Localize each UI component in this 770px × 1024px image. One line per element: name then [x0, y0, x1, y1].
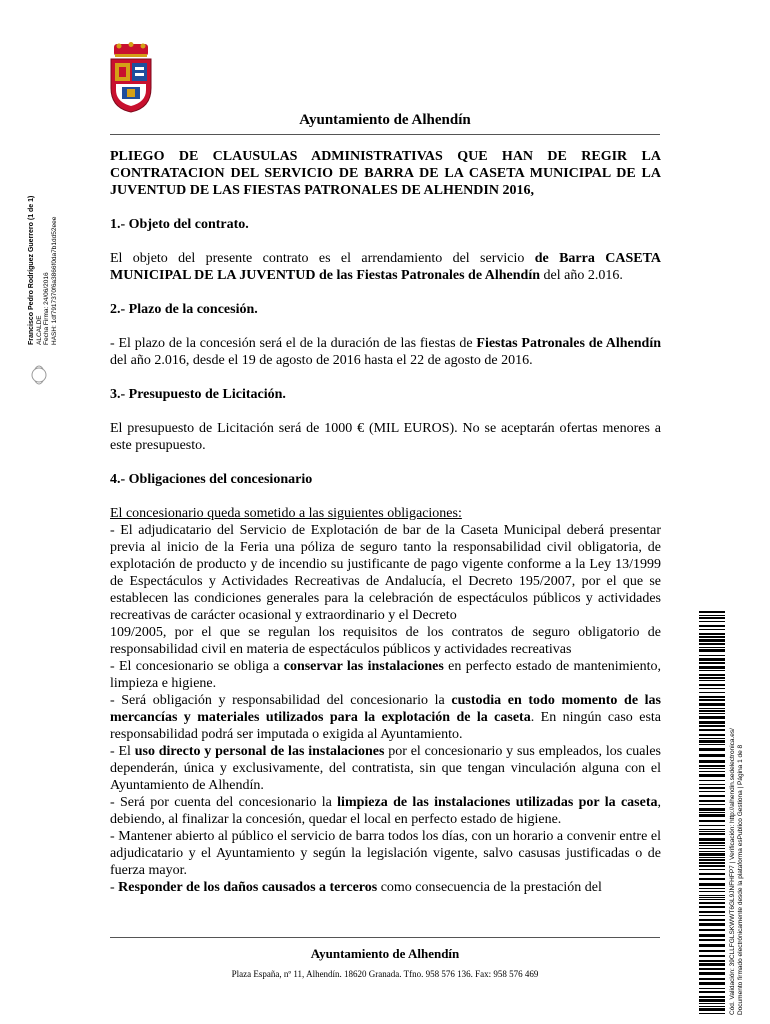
- header-divider: [110, 134, 660, 135]
- section-3-heading: 3.- Presupuesto de Licitación.: [110, 387, 286, 402]
- footer-divider: [110, 937, 660, 938]
- section-4-item-use: - El uso directo y personal de las instalaciones por el concesionario y sus empleados, los cuales dependerán, única y exclusivamente, del contratista, sin que tengan vinculación alguna con el Ayuntamiento de Alhendín.: [110, 744, 661, 793]
- section-4-heading: 4.- Obligaciones del concesionario: [110, 472, 313, 487]
- section-3-text: El presupuesto de Licitación será de 1000 € (MIL EUROS). No se aceptarán ofertas menores a este presupuesto.: [110, 421, 661, 453]
- signature-date: Fecha Firma: 24/06/2016: [43, 272, 50, 345]
- document-title: PLIEGO DE CLAUSULAS ADMINISTRATIVAS QUE HAN DE REGIR LA CONTRATACION DEL SERVICIO DE BARRA DE LA CASETA MUNICIPAL DE LA JUVENTUD DE LAS FIESTAS PATRONALES DE ALHENDIN 2016,: [110, 149, 661, 198]
- section-4-item-cleaning: - Será por cuenta del concesionario la limpieza de las instalaciones utilizadas por la caseta, debiendo, al finalizar la concesión, quedar el local en perfecto estado de higiene.: [110, 795, 661, 827]
- document-body: [110, 148, 661, 896]
- validation-platform-line: Documento firmado electrónicamente desde la plataforma esPublico Gestiona | Página 1 de 8: [737, 744, 744, 1015]
- validation-barcode: [699, 611, 725, 1015]
- signature-hash: HASH: 1df7917370f6a3866f0da7b1dd52eee: [50, 216, 58, 345]
- section-1-heading: 1.- Objeto del contrato.: [110, 217, 249, 232]
- electronic-signature-block: [28, 195, 68, 345]
- validation-code-line: Cód. Validación: 39CLLFGLSKWWT6GL9JNFHFP7 | Verificación: http://alhendin.sedelectronica.es/: [729, 728, 736, 1015]
- section-2-text: - El plazo de la concesión será el de la duración de las fiestas de Fiestas Patronales de Alhendín del año 2.016, desde el 19 de agosto de 2016 hasta el 22 de agosto de 2016.: [110, 336, 662, 368]
- signature-seal-icon: [30, 355, 48, 395]
- page-header-title: Ayuntamiento de Alhendín: [299, 112, 471, 128]
- footer-title: Ayuntamiento de Alhendín: [310, 946, 460, 961]
- section-4-item-schedule: - Mantener abierto al público el servicio de barra todos los días, con un horario a convenir entre el adjudicatario y el Ayuntamiento y según la legislación vigente, salvo casusas justificadas o de fuerza mayor.: [110, 829, 661, 878]
- section-4-item-custody: - Será obligación y responsabilidad del concesionario la custodia en todo momento de las mercancías y materiales utilizados para la explotación de la caseta. En ningún caso esta responsabilidad podrá ser imputada o exigida al Ayuntamiento.: [110, 693, 661, 742]
- section-4-intro: El concesionario queda sometido a las siguientes obligaciones:: [110, 506, 462, 521]
- footer-address: Plaza España, nº 11, Alhendín. 18620 Granada. Tfno. 958 576 136. Fax: 958 576 469: [231, 969, 539, 979]
- signer-name: Francisco Pedro Rodríguez Guerrero (1 de 1): [28, 195, 35, 345]
- section-1-text: El objeto del presente contrato es el arrendamiento del servicio de Barra CASETA MUNICIPAL DE LA JUVENTUD de las Fiestas Patronales de Alhendín del año 2.016.: [110, 251, 661, 283]
- section-2-heading: 2.- Plazo de la concesión.: [110, 302, 258, 317]
- validation-text: [729, 605, 745, 1015]
- section-4-item-damages: - Responder de los daños causados a terceros como consecuencia de la prestación del: [110, 880, 602, 895]
- section-4-item-conserve: - El concesionario se obliga a conservar las instalaciones en perfecto estado de mantenimiento, limpieza e higiene.: [110, 659, 662, 691]
- signer-role: ALCALDE: [35, 315, 43, 345]
- section-4-item-insurance: - El adjudicatario del Servicio de Explotación de bar de la Caseta Municipal deberá presentar previa al inicio de la Feria una póliza de seguro tanto la responsabilidad civil obligatoria, de explotación de producto y de incendio su justificante de pago vigente conforme a la Ley 13/1999 de Espectáculos y Actividades Recreativas de Andalucía, el Decreto 195/2007, por el que se establecen las condiciones generales para la celebración de espectáculos públicos y actividades recreativas de carácter ocasional y extraordinario y el Decreto: [110, 523, 661, 623]
- coat-of-arms-logo: [108, 42, 154, 114]
- section-4-item-decree: 109/2005, por el que se regulan los requisitos de los contratos de seguro obligatorio de responsabilidad civil en materia de espectáculos públicos y actividades recreativas: [110, 625, 661, 657]
